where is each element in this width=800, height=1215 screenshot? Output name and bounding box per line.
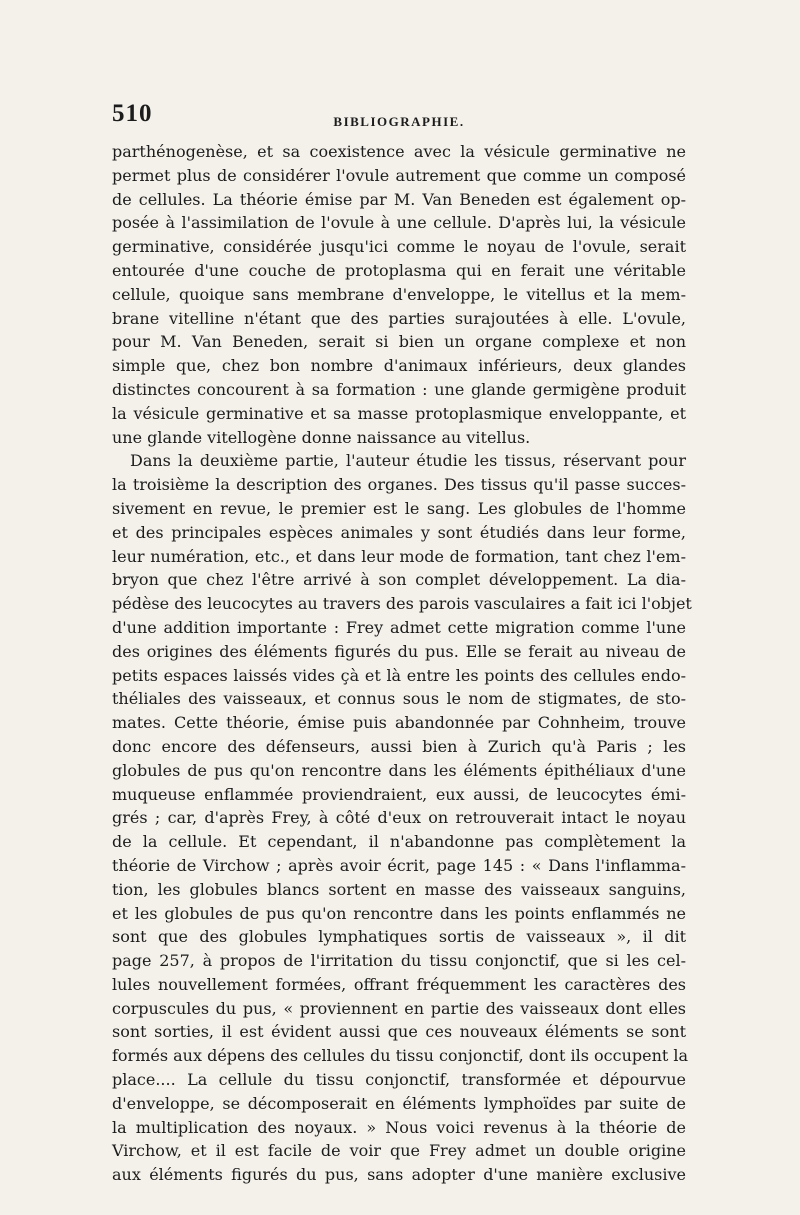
text-line: pour M. Van Beneden, serait si bien un organe complexe et non — [112, 332, 686, 352]
text-line: formés aux dépens des cellules du tissu conjonctif, dont ils occupent la — [112, 1046, 689, 1066]
paragraph-end-line: une glande vitellogène donne naissance au vitellus. — [112, 427, 531, 447]
text-line: donc encore des défenseurs, aussi bien à Zurich qu'à Paris ; les — [112, 736, 686, 756]
text-line: théorie de Virchow ; après avoir écrit, page 145 : « Dans l'inflamma- — [112, 855, 686, 875]
text-line: pédèse des leucocytes au travers des parois vasculaires a fait ici l'objet — [112, 594, 692, 614]
paragraph-start-line: Dans la deuxième partie, l'auteur étudie les tissus, réservant pour — [130, 451, 686, 471]
text-line: petits espaces laissés vides çà et là entre les points des cellules endo- — [112, 665, 686, 685]
text-line: Virchow, et il est facile de voir que Frey admet un double origine — [112, 1141, 686, 1161]
text-line: posée à l'assimilation de l'ovule à une cellule. D'après lui, la vésicule — [112, 213, 686, 233]
text-line: sivement en revue, le premier est le sang. Les globules de l'homme — [112, 498, 686, 518]
text-line: d'une addition importante : Frey admet cette migration comme l'une — [112, 617, 686, 637]
text-line: de la cellule. Et cependant, il n'abandonne pas complètement la — [112, 832, 686, 852]
text-line: cellule, quoique sans membrane d'enveloppe, le vitellus et la mem- — [112, 284, 686, 304]
text-line: des origines des éléments figurés du pus. Elle se ferait au niveau de — [112, 641, 686, 661]
text-line: bryon que chez l'être arrivé à son complet développement. La dia- — [112, 570, 686, 590]
text-line: sont que des globules lymphatiques sortis de vaisseaux », il dit — [112, 927, 686, 947]
body-text — [112, 140, 692, 1187]
text-line: aux éléments figurés du pus, sans adopter d'une manière exclusive — [112, 1165, 686, 1185]
text-line: parthénogenèse, et sa coexistence avec la vésicule germinative ne — [112, 142, 686, 161]
text-line: muqueuse enflammée proviendraient, eux aussi, de leucocytes émi- — [112, 784, 686, 804]
text-line: et les globules de pus qu'on rencontre dans les points enflammés ne — [112, 903, 686, 923]
text-line: leur numération, etc., et dans leur mode de formation, tant chez l'em- — [112, 546, 686, 566]
text-line: la vésicule germinative et sa masse protoplasmique enveloppante, et — [112, 403, 686, 423]
text-line: place.... La cellule du tissu conjonctif, transformée et dépourvue — [112, 1070, 686, 1090]
text-line: de cellules. La théorie émise par M. Van Beneden est également op- — [112, 189, 686, 209]
text-line: page 257, à propos de l'irritation du tissu conjonctif, que si les cel- — [112, 951, 686, 971]
text-line: mates. Cette théorie, émise puis abandonnée par Cohnheim, trouve — [112, 713, 686, 733]
text-line: entourée d'une couche de protoplasma qui en ferait une véritable — [112, 260, 686, 280]
text-line: la multiplication des noyaux. » Nous voici revenus à la théorie de — [112, 1117, 686, 1137]
text-line: grés ; car, d'après Frey, à côté d'eux on retrouverait intact le noyau — [112, 808, 686, 828]
text-line: globules de pus qu'on rencontre dans les éléments épithéliaux d'une — [112, 760, 686, 780]
text-line: la troisième la description des organes. Des tissus qu'il passe succes- — [112, 475, 686, 495]
text-line: germinative, considérée jusqu'ici comme le noyau de l'ovule, serait — [112, 237, 686, 257]
running-title: BIBLIOGRAPHIE. — [333, 114, 465, 129]
text-line: théliales des vaisseaux, et connus sous le nom de stigmates, de sto- — [112, 689, 686, 709]
text-line: et des principales espèces animales y sont étudiés dans leur forme, — [112, 522, 686, 542]
text-line: tion, les globules blancs sortent en masse des vaisseaux sanguins, — [112, 879, 686, 899]
text-line: lules nouvellement formées, offrant fréquemment les caractères des — [112, 974, 686, 994]
text-line: simple que, chez bon nombre d'animaux inférieurs, deux glandes — [112, 356, 686, 376]
page-header — [112, 100, 686, 140]
page-number: 510 — [112, 100, 153, 127]
text-line: distinctes concourent à sa formation : une glande germigène produit — [112, 379, 686, 399]
text-line: corpuscules du pus, « proviennent en partie des vaisseaux dont elles — [112, 998, 686, 1018]
text-line: permet plus de considérer l'ovule autrement que comme un composé — [112, 165, 686, 185]
book-page — [112, 100, 692, 1187]
text-line: sont sorties, il est évident aussi que ces nouveaux éléments se sont — [112, 1022, 686, 1042]
text-line: brane vitelline n'étant que des parties surajoutées à elle. L'ovule, — [112, 308, 686, 328]
text-line: d'enveloppe, se décomposerait en éléments lymphoïdes par suite de — [112, 1093, 686, 1113]
